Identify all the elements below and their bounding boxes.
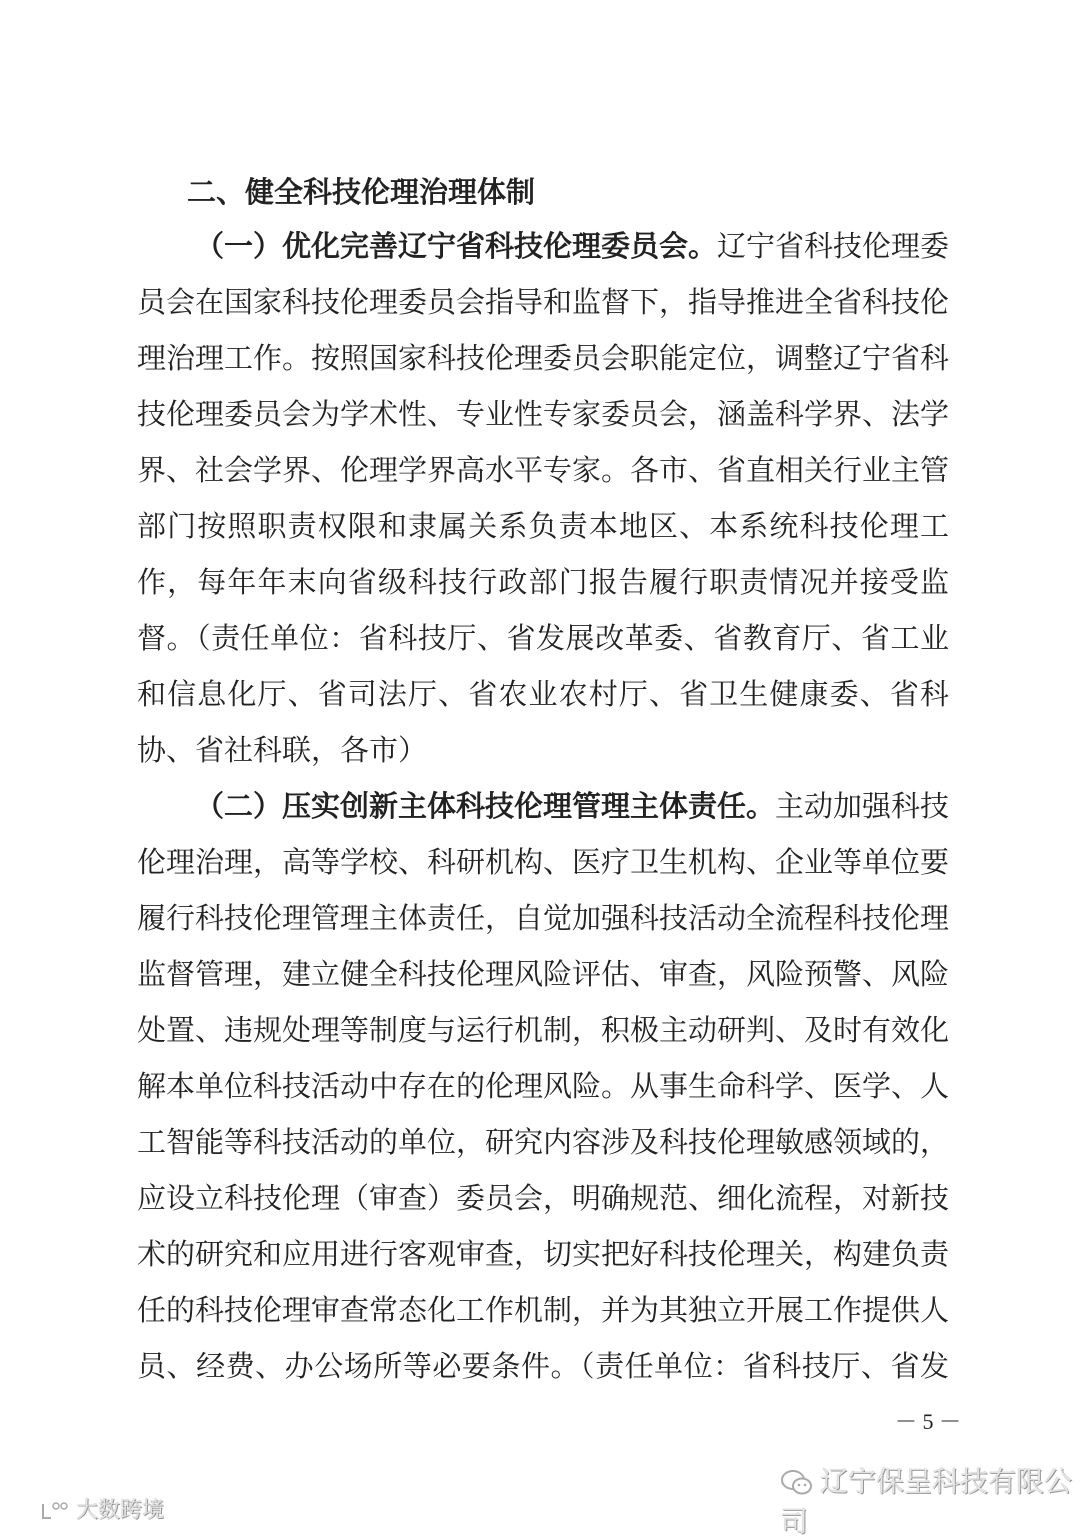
- text-line: [137, 842, 949, 882]
- text-line: [137, 506, 949, 546]
- text-line: [137, 954, 949, 994]
- line-text: 应设立科技伦理（审查）委员会，明确规范、细化流程，对新技: [137, 1181, 950, 1215]
- text-line: [137, 394, 949, 434]
- text-line: [137, 730, 949, 770]
- line-text: 术的研究和应用进行客观审查，切实把好科技伦理关，构建负责: [137, 1237, 950, 1271]
- text-line: [137, 618, 949, 658]
- site-watermark: [40, 1493, 164, 1524]
- line-text: 主动加强科技: [775, 789, 950, 823]
- section-heading: 二、健全科技伦理治理体制: [187, 175, 536, 209]
- text-line: [137, 674, 949, 714]
- line-text: 监督管理，建立健全科技伦理风险评估、审查，风险预警、风险: [137, 957, 950, 991]
- text-line: [137, 450, 949, 490]
- wechat-icon: [780, 1468, 814, 1498]
- text-line: [137, 1290, 949, 1330]
- watermark-site: 大数跨境: [76, 1498, 165, 1523]
- paragraph-title: （一）优化完善辽宁省科技伦理委员会。: [195, 229, 718, 263]
- line-text: 辽宁省科技伦理委: [717, 229, 950, 263]
- page-number: － 5 －: [895, 1409, 962, 1434]
- line-text: 员、经费、办公场所等必要条件。（责任单位：省科技厅、省发: [137, 1349, 949, 1383]
- line-text: 和信息化厅、省司法厅、省农业农村厅、省卫生健康委、省科: [137, 677, 949, 711]
- site-logo-icon: [40, 1500, 70, 1522]
- line-text: 处置、违规处理等制度与运行机制，积极主动研判、及时有效化: [137, 1013, 950, 1047]
- line-text: 协、省社科联，各市）: [137, 733, 428, 767]
- text-line: [137, 338, 949, 378]
- line-text: 界、社会学界、伦理学界高水平专家。各市、省直相关行业主管: [137, 453, 950, 487]
- text-line: [137, 282, 949, 322]
- text-line: [137, 1178, 949, 1218]
- line-text: 伦理治理，高等学校、科研机构、医疗卫生机构、企业等单位要: [137, 845, 950, 879]
- text-line: [137, 1066, 949, 1106]
- text-line: [195, 226, 949, 266]
- line-text: 员会在国家科技伦理委员会指导和监督下，指导推进全省科技伦: [137, 285, 950, 319]
- line-text: 工智能等科技活动的单位，研究内容涉及科技伦理敏感领域的，: [137, 1125, 950, 1159]
- text-line: [195, 786, 949, 826]
- line-text: 技伦理委员会为学术性、专业性专家委员会，涵盖科学界、法学: [137, 397, 950, 431]
- text-line: [137, 562, 949, 602]
- line-text: 履行科技伦理管理主体责任，自觉加强科技活动全流程科技伦理: [137, 901, 950, 935]
- line-text: 督。（责任单位：省科技厅、省发展改革委、省教育厅、省工业: [137, 621, 949, 655]
- text-line: [137, 1122, 949, 1162]
- text-line: [137, 1346, 949, 1386]
- line-text: 作，每年年末向省级科技行政部门报告履行职责情况并接受监: [137, 565, 949, 599]
- paragraph-title: （二）压实创新主体科技伦理管理主体责任。: [195, 789, 776, 823]
- line-text: 任的科技伦理审查常态化工作机制，并为其独立开展工作提供人: [137, 1293, 950, 1327]
- text-line: [137, 1234, 949, 1274]
- line-text: 解本单位科技活动中存在的伦理风险。从事生命科学、医学、人: [137, 1069, 950, 1103]
- watermark-company: 辽宁保呈科技有限公司: [780, 1465, 1073, 1538]
- line-text: 理治理工作。按照国家科技伦理委员会职能定位，调整辽宁省科: [137, 341, 950, 375]
- text-line: [137, 898, 949, 938]
- line-text: 部门按照职责权限和隶属关系负责本地区、本系统科技伦理工: [137, 509, 949, 543]
- wechat-watermark: [780, 1460, 1080, 1540]
- text-line: [137, 1010, 949, 1050]
